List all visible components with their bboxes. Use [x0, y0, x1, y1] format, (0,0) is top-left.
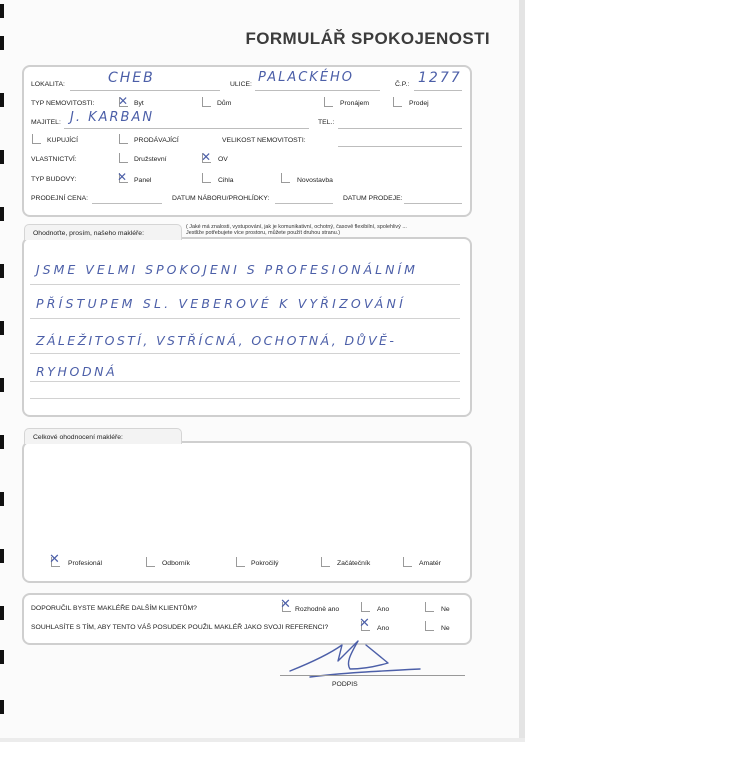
podpis-label: PODPIS — [332, 681, 358, 688]
rating-text-line-2[interactable]: PŘÍSTUPEM SL. VEBEROVÉ K VYŘIZOVÁNÍ — [36, 296, 406, 311]
cihla-label: Cihla — [218, 177, 234, 184]
majitel-value[interactable]: J. KARBAN — [70, 110, 155, 125]
reference-question: SOUHLASÍTE S TÍM, ABY TENTO VÁŠ POSUDEK POUŽIL MAKLÉŘ JAKO SVOJI REFERENCI? — [31, 624, 329, 631]
reference-ne-label: Ne — [441, 625, 450, 632]
binder-hole — [0, 492, 4, 506]
panel-check-mark: ✕ — [117, 170, 128, 184]
rozhodne-ano-check-mark: ✕ — [280, 597, 291, 612]
tel-line — [338, 128, 462, 129]
signature-line — [280, 675, 465, 676]
kupujici-label: KUPUJÍCÍ — [47, 137, 78, 144]
cp-value[interactable]: 1277 — [418, 70, 462, 86]
rating-rule-line — [30, 318, 460, 319]
rating-tab-label: Ohodnoťte, prosím, našeho makléře: — [33, 230, 144, 237]
option-zacatecnik: Začátečník — [337, 560, 371, 567]
cp-label: Č.P.: — [395, 81, 410, 88]
binder-hole — [0, 549, 4, 563]
dum-checkbox[interactable] — [202, 97, 211, 107]
datum-naboru-label: DATUM NÁBORU/PROHLÍDKY: — [172, 195, 270, 202]
rating-text-line-3[interactable]: ZÁLEŽITOSTÍ, VSTŘÍCNÁ, OCHOTNÁ, DŮVĚ- — [36, 333, 397, 348]
rating-rule-line — [30, 353, 460, 354]
pokrocily-checkbox[interactable] — [236, 557, 245, 567]
byt-label: Byt — [134, 100, 144, 107]
rating-text-line-1[interactable]: JSME VELMI SPOKOJENI S PROFESIONÁLNÍM — [36, 262, 418, 277]
prodavajici-label: PRODÁVAJÍCÍ — [134, 137, 179, 144]
dum-label: Dům — [217, 100, 232, 107]
binder-hole — [0, 606, 4, 620]
ulice-value[interactable]: PALACKÉHO — [258, 70, 355, 85]
prodej-label: Prodej — [409, 100, 429, 107]
prodejni-cena-label: PRODEJNÍ CENA: — [31, 195, 89, 202]
amater-checkbox[interactable] — [403, 557, 412, 567]
binder-hole — [0, 700, 4, 714]
paper-edge — [519, 0, 525, 740]
datum-prodeje-label: DATUM PRODEJE: — [343, 195, 403, 202]
pronajem-checkbox[interactable] — [324, 97, 333, 107]
rating-text-line-4[interactable]: RYHODNÁ — [36, 364, 118, 379]
prodej-checkbox[interactable] — [393, 97, 402, 107]
rating-note — [186, 224, 407, 237]
zacatecnik-checkbox[interactable] — [321, 557, 330, 567]
lokalita-value[interactable]: CHEB — [108, 70, 155, 86]
rating-note-line-1: ( Jaké má znalosti, vystupování, jak je komunikativní, ochotný, časově flexibilní, spolehlivý ... — [186, 224, 407, 230]
binder-hole — [0, 150, 4, 164]
binder-hole — [0, 4, 4, 18]
tel-label: TEL.: — [318, 119, 335, 126]
ov-check-mark: ✕ — [201, 150, 212, 164]
datum-prodeje-line — [404, 203, 462, 204]
novostavba-checkbox[interactable] — [281, 173, 290, 183]
cihla-checkbox[interactable] — [202, 173, 211, 183]
prodejni-cena-line — [92, 203, 162, 204]
rating-tab — [24, 224, 182, 240]
lokalita-label: LOKALITA: — [31, 81, 65, 88]
ulice-label: ULICE: — [230, 81, 252, 88]
profesional-check-mark: ✕ — [49, 552, 60, 567]
binder-hole — [0, 378, 4, 392]
recommend-ano-label: Ano — [377, 606, 390, 613]
druzstevni-checkbox[interactable] — [119, 153, 128, 163]
druzstevni-label: Družstevní — [134, 156, 167, 163]
option-odbornik: Odborník — [162, 560, 190, 567]
overall-tab — [24, 428, 182, 444]
rating-rule-line — [30, 284, 460, 285]
option-profesional: Profesionál — [68, 560, 103, 567]
odbornik-checkbox[interactable] — [146, 557, 155, 567]
pronajem-label: Pronájem — [340, 100, 370, 107]
paper-bottom-edge — [0, 738, 525, 742]
option-pokrocily: Pokročilý — [251, 560, 279, 567]
lokalita-line — [70, 90, 220, 91]
form-title: FORMULÁŘ SPOKOJENOSTI — [245, 29, 490, 48]
binder-hole — [0, 321, 4, 335]
rozhodne-ano-label: Rozhodně ano — [295, 606, 340, 613]
rating-rule-line — [30, 381, 460, 382]
rating-note-line-2: Jestliže potřebujete více prostoru, můžete použít druhou stranu.) — [186, 230, 341, 237]
binder-hole — [0, 650, 4, 664]
reference-ano-check-mark: ✕ — [359, 616, 370, 631]
datum-naboru-line — [275, 203, 333, 204]
prodavajici-checkbox[interactable] — [119, 134, 128, 144]
byt-check-mark: ✕ — [118, 94, 129, 108]
binder-hole — [0, 435, 4, 449]
recommend-ne-checkbox[interactable] — [425, 602, 434, 612]
ulice-line — [255, 90, 380, 91]
recommend-ano-checkbox[interactable] — [361, 602, 370, 612]
overall-tab-label: Celkové ohodnocení makléře: — [33, 434, 123, 441]
velikost-line — [338, 146, 462, 147]
kupujici-checkbox[interactable] — [32, 134, 41, 144]
cp-line — [414, 90, 462, 91]
typ-nemovitosti-label: TYP NEMOVITOSTI: — [31, 100, 95, 107]
binder-hole — [0, 93, 4, 107]
option-amater: Amatér — [419, 560, 441, 567]
panel-label: Panel — [134, 177, 152, 184]
binder-hole — [0, 207, 4, 221]
vlastnictvi-label: VLASTNICTVÍ: — [31, 156, 77, 163]
binder-hole — [0, 264, 4, 278]
rating-rule-line — [30, 398, 460, 399]
recommend-question: DOPORUČIL BYSTE MAKLÉŘE DALŠÍM KLIENTŮM? — [31, 605, 197, 612]
velikost-label: VELIKOST NEMOVITOSTI: — [222, 137, 306, 144]
novostavba-label: Novostavba — [297, 177, 333, 184]
reference-ano-label: Ano — [377, 625, 390, 632]
majitel-line — [64, 128, 309, 129]
reference-ne-checkbox[interactable] — [425, 621, 434, 631]
typ-budovy-label: TYP BUDOVY: — [31, 176, 77, 183]
majitel-label: MAJITEL: — [31, 119, 61, 126]
ov-label: OV — [218, 156, 228, 163]
recommend-ne-label: Ne — [441, 606, 450, 613]
